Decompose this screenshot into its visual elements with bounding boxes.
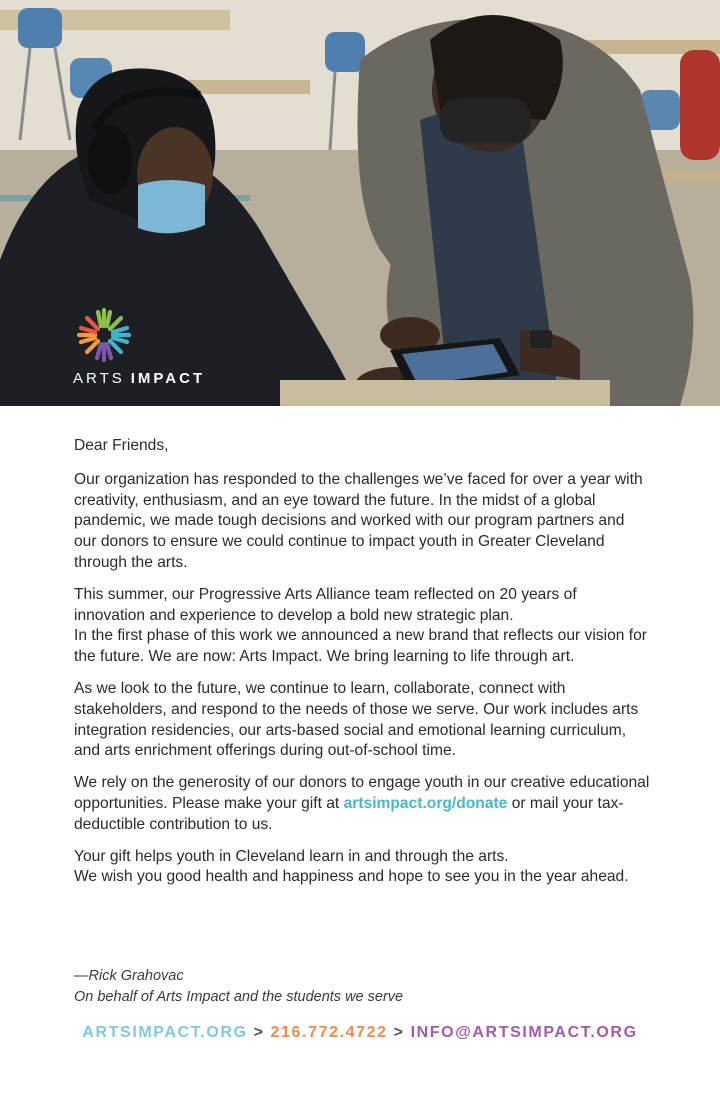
contact-footer <box>0 1024 720 1042</box>
paragraph-5-line-2: We wish you good health and happiness and hope to see you in the year ahead. <box>74 868 629 886</box>
starburst-logo-icon <box>73 304 135 366</box>
greeting: Dear Friends, <box>74 437 169 454</box>
website-link[interactable]: ARTSIMPACT.ORG <box>82 1024 248 1041</box>
paragraph-4-text: We rely on the generosity of our donors to engage youth in our creative educational opportunities. Please make your gift at <box>74 774 650 812</box>
separator-2: > <box>393 1024 405 1041</box>
paragraph-2-line-2: In the first phase of this work we announced a new brand that reflects our vision for the future. We are now: Arts Impact. We bring learning to life through art. <box>74 627 647 666</box>
phone-link[interactable]: 216.772.4722 <box>270 1024 388 1041</box>
signature-block <box>74 966 634 1007</box>
donate-link[interactable]: artsimpact.org/donate <box>343 794 508 812</box>
letter-body <box>74 436 650 899</box>
paragraph-5-line-1: Your gift helps youth in Cleveland learn in and through the arts. <box>74 847 509 865</box>
separator-1: > <box>253 1024 265 1041</box>
paragraph-5 <box>74 847 650 889</box>
paragraph-3: As we look to the future, we continue to learn, collaborate, connect with stakeholders, and respond to the needs of those we serve. Our work includes arts integration residencies, our arts-based social and emotional learning curriculum, and arts enrichment offerings during out-of-school time. <box>74 679 639 760</box>
logo-word-arts: ARTS <box>73 370 125 387</box>
signature-name: —Rick Grahovac <box>74 968 184 984</box>
paragraph-2 <box>74 585 650 668</box>
header-photo <box>0 0 720 406</box>
arts-impact-logo <box>73 304 233 394</box>
paragraph-4-text-end: or mail your tax-deductible contribution to us. <box>74 794 624 833</box>
signature-behalf: On behalf of Arts Impact and the students we serve <box>74 988 404 1005</box>
paragraph-2-line-1: This summer, our Progressive Arts Alliance team reflected on 20 years of innovation and experience to develop a bold new strategic plan. <box>74 585 577 624</box>
logo-word-impact: IMPACT <box>130 370 206 387</box>
paragraph-1: Our organization has responded to the challenges we’ve faced for over a year with creativity, enthusiasm, and an eye toward the future. In the midst of a global pandemic, we made tough decisions and worked with our program partners and our donors to ensure we could continue to impact youth in Greater Cleveland through the arts. <box>74 470 643 571</box>
email-link[interactable]: INFO@ARTSIMPACT.ORG <box>410 1024 638 1041</box>
logo-wordmark <box>73 370 205 387</box>
paragraph-4 <box>74 773 650 835</box>
